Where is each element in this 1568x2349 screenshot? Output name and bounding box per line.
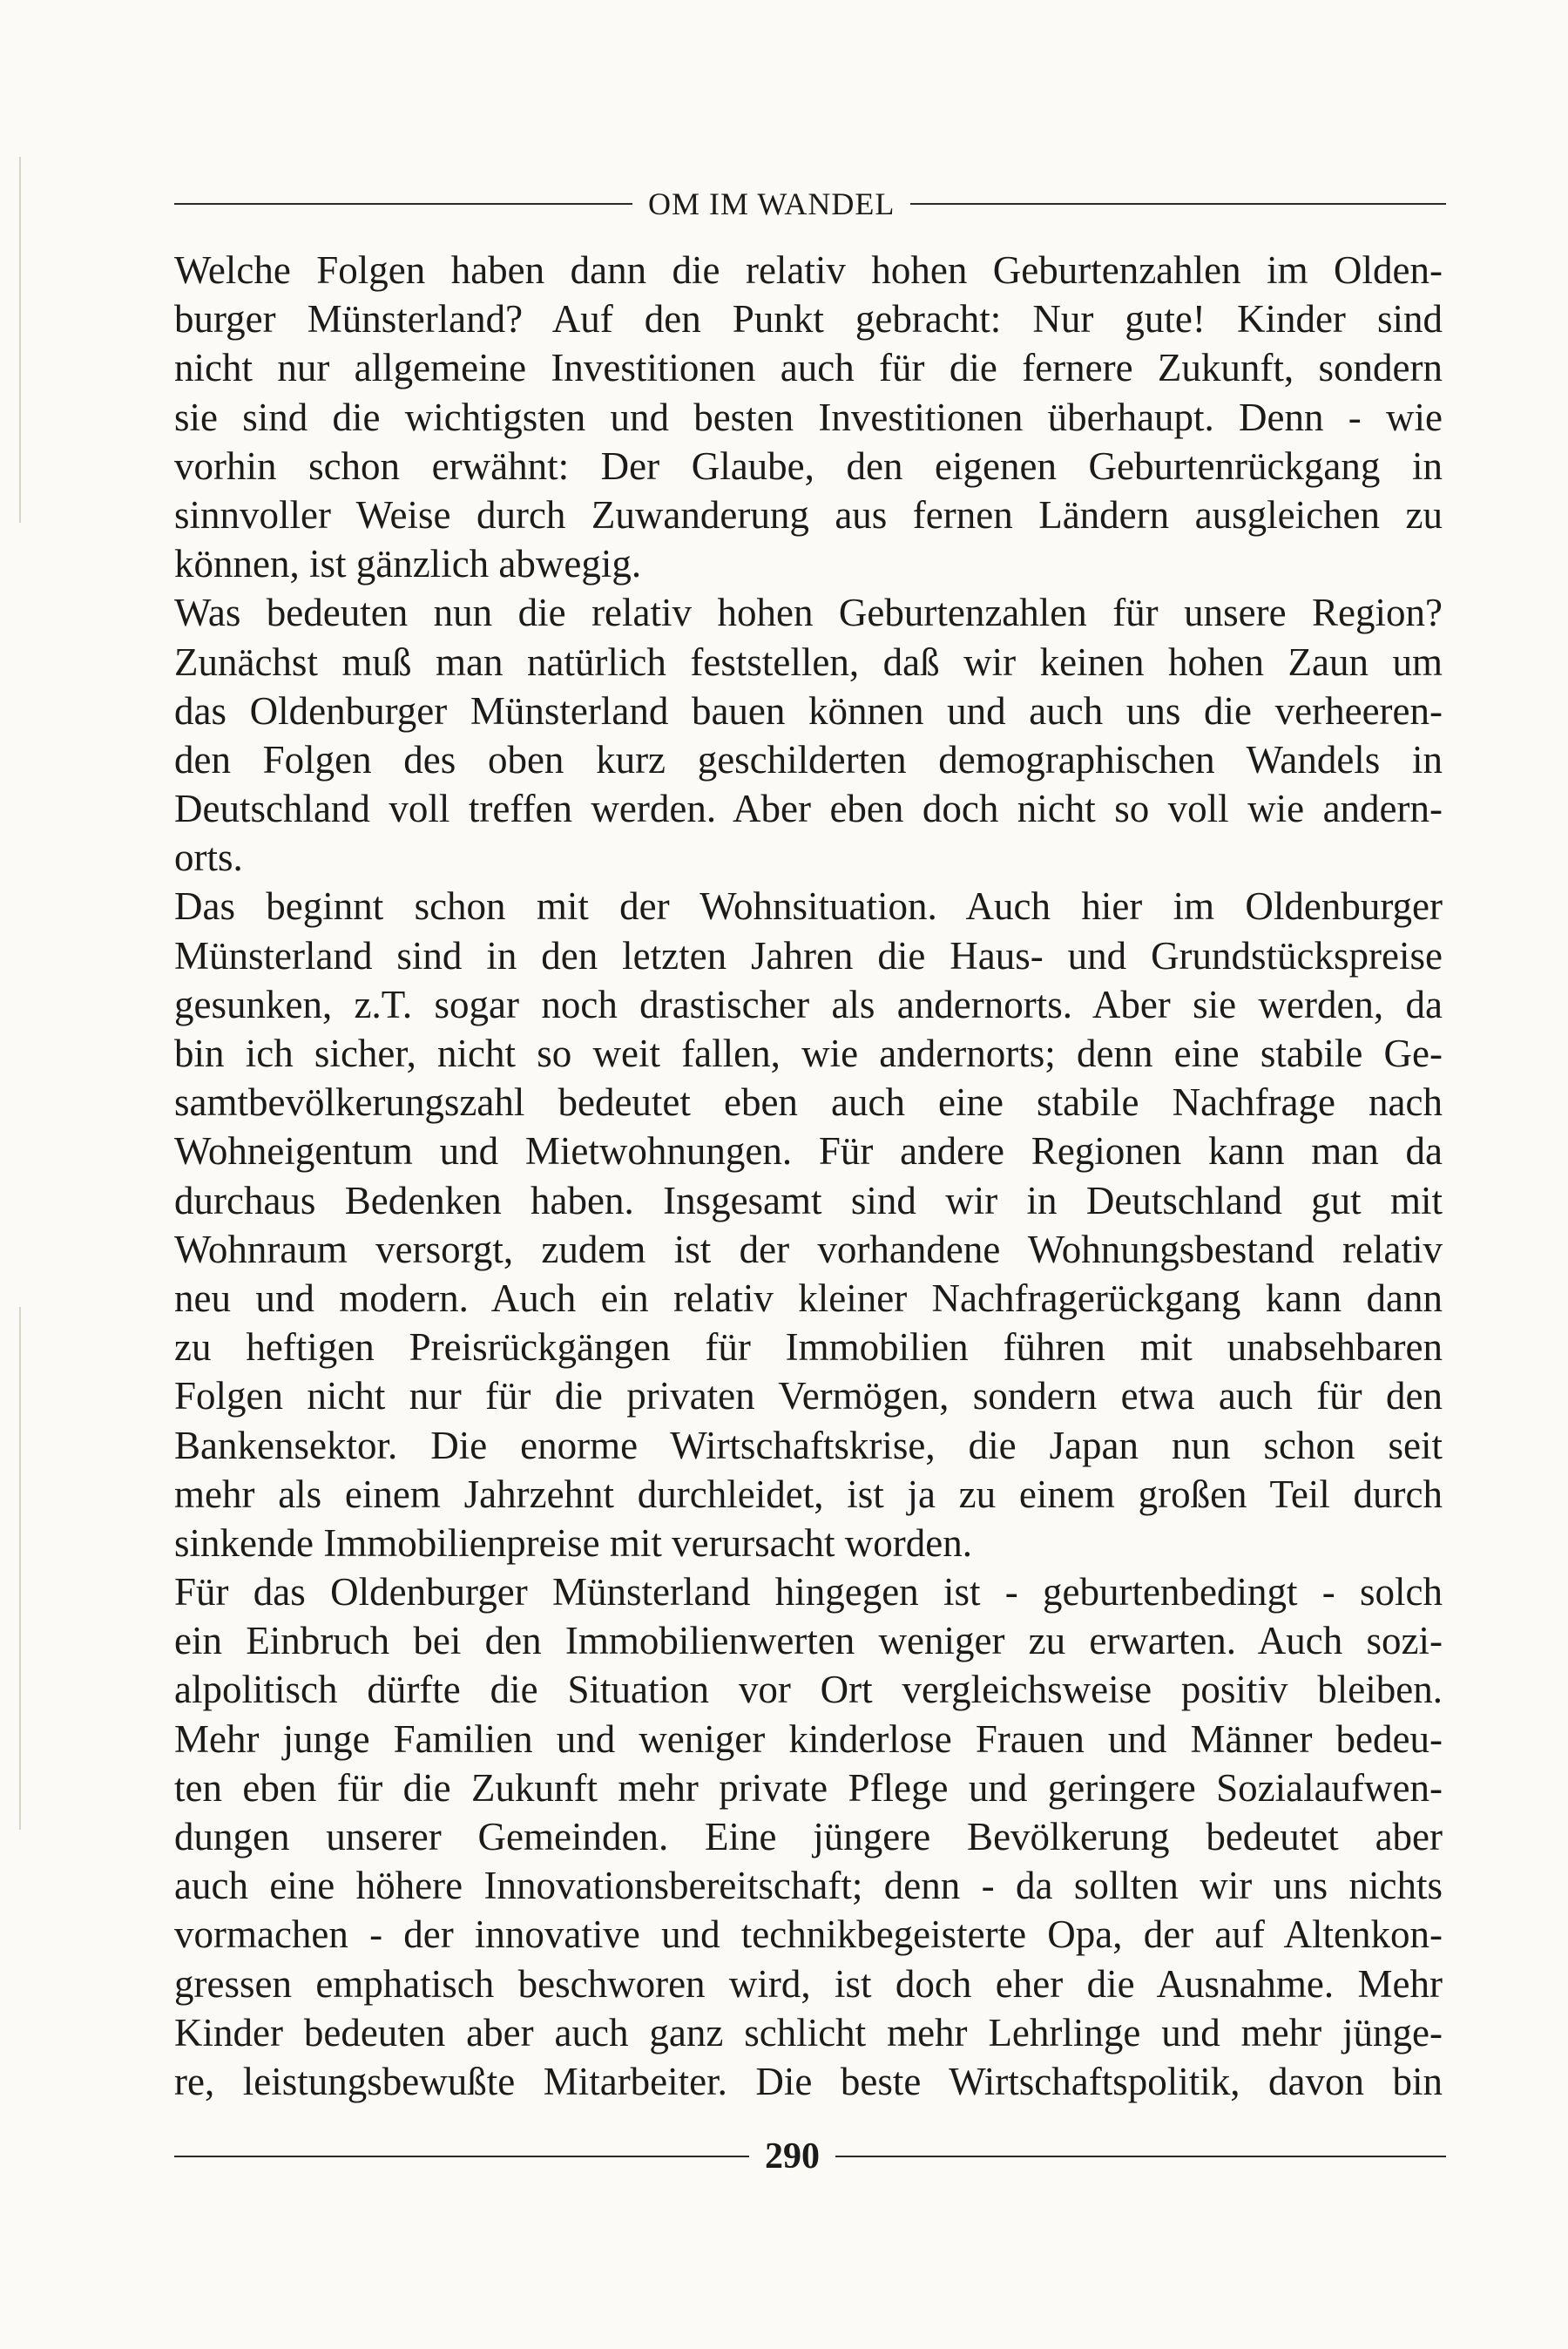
text-line: zu heftigen Preisrückgängen für Immobilien führen mit unabsehbaren — [174, 1325, 1443, 1370]
text-line: Folgen nicht nur für die privaten Vermögen, sondern etwa auch für den — [174, 1374, 1443, 1418]
text-line: Bankensektor. Die enorme Wirtschaftskrise, die Japan nun schon seit — [174, 1423, 1443, 1467]
text-line: Mehr junge Familien und weniger kinderlose Frauen und Männer bedeu- — [174, 1716, 1443, 1761]
footer-rule-left — [174, 2156, 749, 2157]
text-line: Zunächst muß man natürlich feststellen, daß wir keinen hohen Zaun um — [174, 640, 1443, 684]
footer-rule-right — [835, 2156, 1446, 2157]
page-number: 290 — [765, 2136, 820, 2176]
text-line: sinkende Immobilienpreise mit verursacht worden. — [174, 1520, 972, 1565]
text-line: den Folgen des oben kurz geschilderten demographischen Wandels in — [174, 737, 1443, 782]
text-line: Was bedeuten nun die relativ hohen Geburtenzahlen für unsere Region? — [174, 591, 1443, 635]
text-line: ein Einbruch bei den Immobilienwerten weniger zu erwarten. Auch sozi- — [174, 1619, 1443, 1663]
text-line: Wohnraum versorgt, zudem ist der vorhandene Wohnungsbestand relativ — [174, 1227, 1443, 1271]
text-line: re, leistungsbewußte Mitarbeiter. Die beste Wirtschaftspolitik, davon bin — [174, 2059, 1443, 2103]
running-head — [174, 188, 1446, 220]
text-line: nicht nur allgemeine Investitionen auch für die fernere Zukunft, sondern — [174, 346, 1443, 390]
text-line: Wohneigentum und Mietwohnungen. Für andere Regionen kann man da — [174, 1129, 1443, 1174]
text-line: ten eben für die Zukunft mehr private Pflege und geringere Sozialaufwen- — [174, 1765, 1443, 1810]
text-line: Welche Folgen haben dann die relativ hohen Geburtenzahlen im Olden- — [174, 248, 1443, 292]
text-line: das Oldenburger Münsterland bauen können und auch uns die verheeren- — [174, 688, 1443, 733]
text-line: dungen unserer Gemeinden. Eine jüngere Bevölkerung bedeutet aber — [174, 1815, 1443, 1858]
text-line: mehr als einem Jahrzehnt durchleidet, ist ja zu einem großen Teil durch — [174, 1472, 1443, 1516]
page-footer — [174, 2138, 1446, 2175]
text-line: sie sind die wichtigsten und besten Investitionen überhaupt. Denn - wie — [174, 395, 1443, 439]
text-line: können, ist gänzlich abwegig. — [174, 542, 642, 586]
body-text — [174, 246, 1443, 2106]
scan-edge-mark — [19, 157, 21, 523]
text-line: gesunken, z.T. sogar noch drastischer als andernorts. Aber sie werden, da — [174, 982, 1443, 1026]
text-line: neu und modern. Auch ein relativ kleiner Nachfragerückgang kann dann — [174, 1276, 1443, 1320]
text-line: vormachen - der innovative und technikbegeisterte Opa, der auf Altenkon- — [174, 1912, 1443, 1957]
running-head-title: OM IM WANDEL — [648, 186, 896, 221]
text-line: burger Münsterland? Auf den Punkt gebracht: Nur gute! Kinder sind — [174, 297, 1443, 342]
text-line: vorhin schon erwähnt: Der Glaube, den eigenen Geburtenrückgang in — [174, 443, 1443, 488]
text-line: Für das Oldenburger Münsterland hingegen ist - geburtenbedingt - solch — [174, 1570, 1443, 1615]
running-head-rule-right — [910, 203, 1446, 205]
running-head-rule-left — [174, 203, 632, 205]
text-line: samtbevölkerungszahl bedeutet eben auch eine stabile Nachfrage nach — [174, 1080, 1443, 1125]
text-line: orts. — [174, 836, 243, 880]
text-line: sinnvoller Weise durch Zuwanderung aus fernen Ländern ausgleichen zu — [174, 492, 1443, 537]
text-line: auch eine höhere Innovationsbereitschaft; denn - da sollten wir uns nichts — [174, 1864, 1443, 1908]
text-line: Kinder bedeuten aber auch ganz schlicht mehr Lehrlinge und mehr jünge- — [174, 2010, 1443, 2055]
text-line: gressen emphatisch beschworen wird, ist doch eher die Ausnahme. Mehr — [174, 1961, 1443, 2006]
scan-edge-mark — [19, 1307, 21, 1830]
text-line: Münsterland sind in den letzten Jahren die Haus- und Grundstückspreise — [174, 933, 1443, 978]
text-line: Das beginnt schon mit der Wohnsituation. Auch hier im Oldenburger — [174, 884, 1443, 929]
text-line: bin ich sicher, nicht so weit fallen, wie andernorts; denn eine stabile Ge- — [174, 1032, 1443, 1075]
text-line: alpolitisch dürfte die Situation vor Ort vergleichsweise positiv bleiben. — [174, 1668, 1443, 1712]
text-line: Deutschland voll treffen werden. Aber eben doch nicht so voll wie andern- — [174, 787, 1443, 831]
text-line: durchaus Bedenken haben. Insgesamt sind wir in Deutschland gut mit — [174, 1178, 1443, 1222]
